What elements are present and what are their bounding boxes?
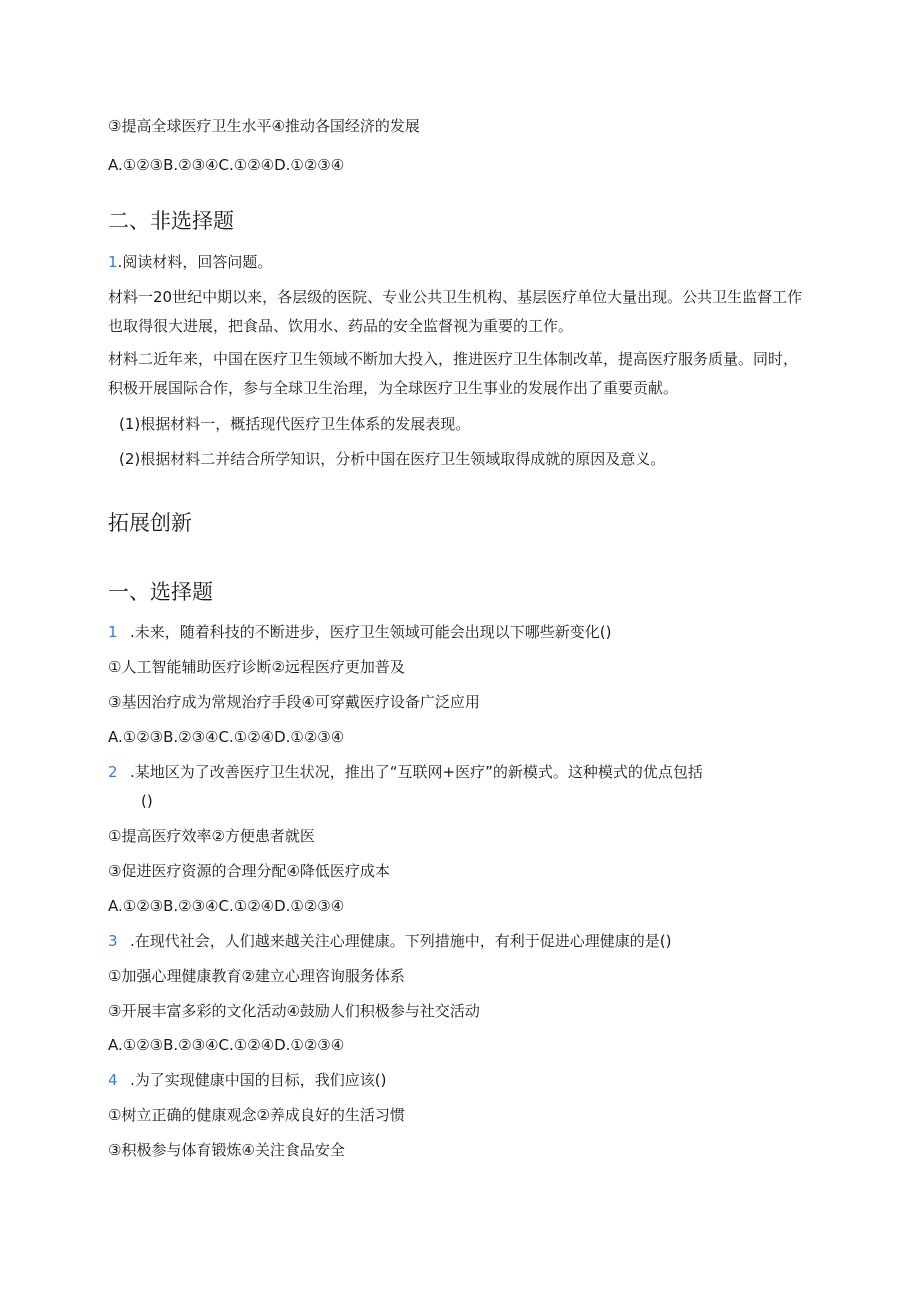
part-title-extension: 拓展创新 [108,511,192,535]
question-text: .未来，随着科技的不断进步，医疗卫生领域可能会出现以下哪些新变化() [130,623,612,641]
question-text: .某地区为了改善医疗卫生状况，推出了“互联网+医疗”的新模式。这种模式的优点包括 [130,763,703,781]
question-number: 1 [108,253,118,271]
material-one: 材料一20世纪中期以来，各层级的医院、专业公共卫生机构、基层医疗单位大量出现。公共卫生监督工作也取得很大进展，把食品、饮用水、药品的安全监督视为重要的工作。 [108,288,803,335]
question-stem [108,931,671,951]
question-number: 1 [108,623,118,641]
question-text: .在现代社会，人们越来越关注心理健康。下列措施中，有利于促进心理健康的是() [130,932,672,950]
section-title-non-choice: 二、非选择题 [108,209,234,233]
option-line: ③积极参与体育锻炼④关注食品安全 [108,1141,345,1159]
answer-options: A.①②③B.②③④C.①②④D.①②③④ [108,897,345,915]
answer-options: A.①②③B.②③④C.①②④D.①②③④ [108,156,345,174]
option-line: ③开展丰富多彩的文化活动④鼓励人们积极参与社交活动 [108,1002,480,1020]
answer-options: A.①②③B.②③④C.①②④D.①②③④ [108,728,345,746]
sub-question-1: (1)根据材料一，概括现代医疗卫生体系的发展表现。 [119,415,471,433]
question-stem-continuation: () [141,792,153,810]
question-prompt: .阅读材料，回答问题。 [117,253,273,271]
material-question [108,252,272,272]
option-line: ①人工智能辅助医疗诊断②远程医疗更加普及 [108,658,405,676]
question-number: 2 [108,763,118,781]
section-title-choice: 一、选择题 [108,580,213,604]
question-stem [108,762,703,782]
question-stem [108,1070,386,1090]
answer-options: A.①②③B.②③④C.①②④D.①②③④ [108,1036,345,1054]
question-number: 3 [108,932,118,950]
option-line: ①提高医疗效率②方便患者就医 [108,827,315,845]
question-number: 4 [108,1071,118,1089]
option-line: ①树立正确的健康观念②养成良好的生活习惯 [108,1106,405,1124]
option-line: ①加强心理健康教育②建立心理咨询服务体系 [108,967,405,985]
question-text: .为了实现健康中国的目标，我们应该() [130,1071,387,1089]
option-line: ③基因治疗成为常规治疗手段④可穿戴医疗设备广泛应用 [108,693,480,711]
sub-question-2: (2)根据材料二并结合所学知识，分析中国在医疗卫生领域取得成就的原因及意义。 [119,450,666,468]
question-option-line: ③提高全球医疗卫生水平④推动各国经济的发展 [108,117,420,135]
material-two: 材料二近年来，中国在医疗卫生领域不断加大投入，推进医疗卫生体制改革，提高医疗服务质量。同时，积极开展国际合作，参与全球卫生治理，为全球医疗卫生事业的发展作出了重要贡献。 [108,350,799,397]
option-line: ③促进医疗资源的合理分配④降低医疗成本 [108,862,390,880]
question-stem [108,622,611,642]
